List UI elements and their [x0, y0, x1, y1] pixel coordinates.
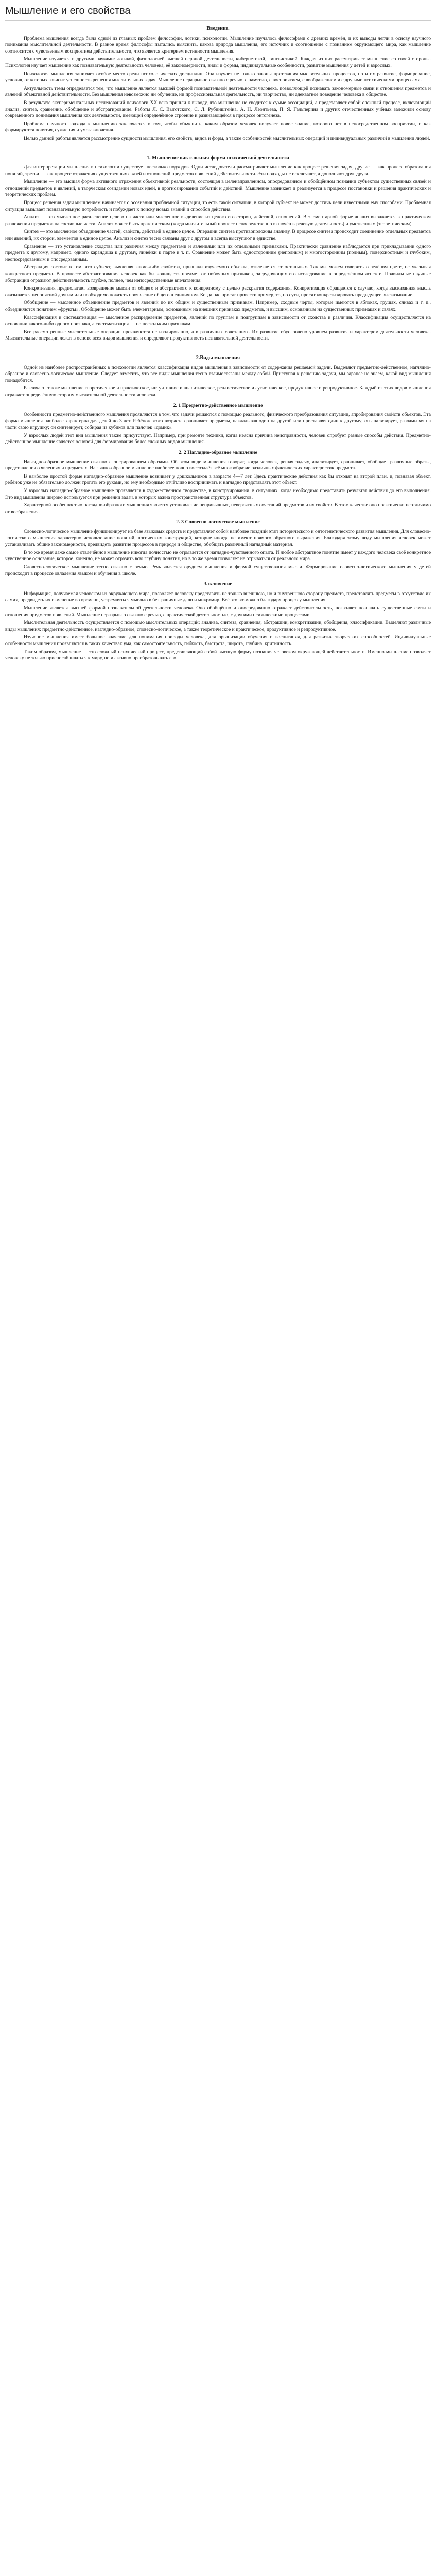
paragraph: Процесс решения задач мышлением начинается с осознания проблемной ситуации, то есть такой ситуации, в которой субъект не может достичь цели известными ему способами. Проблемная ситуация вызывает познавательную потребность и побуждает к поиску новых знаний и способов действия.	[5, 200, 431, 212]
intro-heading: Введение.	[206, 26, 230, 31]
paragraph: Целью данной работы является рассмотрение сущности мышления, его свойств, видов и форм, а также особенностей мыслительных операций и индивидуальных различий в мышлении людей.	[24, 135, 430, 141]
paragraph: Актуальность темы определяется тем, что мышление является высшей формой познавательной деятельности человека, позволяющей познавать закономерные связи и отношения предметов и явлений объективной действительности. Без мышления невозможно ни обучение, ни профессиональная деятельность, ни творчество, ни адекватное поведение человека в обществе.	[5, 85, 431, 98]
paragraph: У взрослых людей этот вид мышления также присутствует. Например, при ремонте техники, когда неясна причина неисправности, человек опробует разные способы действия. Предметно-действенное мышление является основой для формирования более сложных видов мышления.	[5, 432, 431, 445]
subsection-2-2-paragraphs	[5, 459, 431, 516]
section-1-heading: 1. Мышление как сложная форма психической деятельности	[147, 155, 289, 161]
paragraph: Таким образом, мышление — это сложный психический процесс, представляющий собой высшую форму познания человеком окружающей действительности. Именно мышление позволяет человеку не только приспосабливаться к миру, но и активно преобразовывать его.	[5, 649, 431, 662]
paragraph: Обобщение — мысленное объединение предметов и явлений по их общим и существенным признакам. Например, сходные черты, которые имеются в яблоках, грушах, сливах и т. п., объединяются понятием «фрукты». Обобщение может быть элементарным, основанным на внешних признаках предметов, и высшим, основанным на существенных признаках и связях.	[5, 300, 431, 312]
paragraph: Информация, получаемая человеком из окружающего мира, позволяет человеку представить не только внешнюю, но и внутреннюю сторону предмета, представлять предметы в отсутствие их самих, предвидеть их изменение во времени, устремляться мыслью в безграничные дали и микромир. Всё это возможно благодаря процессу мышления.	[5, 590, 431, 603]
paragraph: Абстракция состоит в том, что субъект, вычленяя какие-либо свойства, признаки изучаемого объекта, отвлекается от остальных. Так мы можем говорить о зелёном цвете, не указывая конкретного предмета. В процессе абстрагирования человек как бы «очищает» предмет от побочных признаков, затрудняющих его исследование в определённом аспекте. Правильные научные абстракции отражают действительность глубже, полнее, чем непосредственные впечатления.	[5, 264, 431, 283]
paragraph: Анализ — это мысленное расчленение целого на части или мысленное выделение из целого его сторон, действий, отношений. В элементарной форме анализ выражается в практическом разложении предметов на составные части. Анализ может быть практическим (когда мыслительный процесс непосредственно включён в речевую деятельность) и умственным (теоретическим).	[5, 214, 431, 227]
paragraph: Одной из наиболее распространённых в психологии является классификация видов мышления в зависимости от содержания решаемой задачи. Выделяют предметно-действенное, наглядно-образное и словесно-логическое мышление. Следует отметить, что все виды мышления тесно взаимосвязаны между собой. Приступая к решению задачи, мы заранее не знаем, какой вид мышления понадобится.	[5, 364, 431, 383]
subsection-2-1-heading: 2. 1 Предметно-действенное мышление	[173, 402, 263, 409]
paragraph: Наглядно-образное мышление связано с оперированием образами. Об этом виде мышления говорят, когда человек, решая задачу, анализирует, сравнивает, обобщает различные образы, представления о явлениях и предметах. Наглядно-образное мышление наиболее полно воссоздаёт всё многообразие различных фактических характеристик предмета.	[5, 459, 431, 471]
paragraph: Все рассмотренные мыслительные операции проявляются не изолированно, а в различных сочетаниях. Их развитие обусловлено уровнем развития и характером деятельности человека. Мыслительные операции лежат в основе всех видов мышления и определяют продуктивность познавательной деятельности.	[5, 329, 431, 342]
subsection-2-1-paragraphs	[5, 412, 431, 446]
subsection-2-3-paragraphs	[5, 529, 431, 577]
paragraph: Словесно-логическое мышление тесно связано с речью. Речь является орудием мышления и формой существования мысли. Формирование словесно-логического мышления у детей происходит в процессе овладения языком и обучения в школе.	[5, 564, 431, 577]
paragraph: Словесно-логическое мышление функционирует на базе языковых средств и представляет собой наиболее поздний этап исторического и онтогенетического развития мышления. Для словесно-логического мышления характерно использование понятий, логических конструкций, которые иногда не имеют прямого образного выражения. Благодаря этому виду мышления человек может устанавливать общие закономерности, предвидеть развитие процессов в природе и обществе, обобщать различный наглядный материал.	[5, 529, 431, 548]
paragraph: Мыслительная деятельность осуществляется с помощью мыслительных операций: анализа, синтеза, сравнения, абстракции, конкретизации, обобщения, классификации. Выделяют различные виды мышления: предметно-действенное, наглядно-образное, словесно-логическое, а также теоретическое и практическое, продуктивное и репродуктивное.	[5, 620, 431, 632]
section-1-paragraphs	[5, 164, 431, 342]
paragraph: Классификация и систематизация — мысленное распределение предметов, явлений по группам и подгруппам в зависимости от сходства и различия. Классификация осуществляется на основании какого-либо одного признака, а систематизация — по нескольким признакам.	[5, 314, 431, 327]
paragraph: Проблема научного подхода к мышлению заключается в том, чтобы объяснить, каким образом человек получает новое знание, которого нет в непосредственном восприятии, и как формируются понятия, суждения и умозаключения.	[5, 121, 431, 133]
paragraph: У взрослых наглядно-образное мышление проявляется в художественном творчестве, в конструировании, в ситуациях, когда необходимо представить результат действия до его выполнения. Это вид мышления широко используется при решении задач, в которых важна пространственная структура объектов.	[5, 488, 431, 500]
conclusion-paragraphs	[5, 591, 431, 662]
paragraph: Проблема мышления всегда была одной из главных проблем философии, логики, психологии. Мышление изучалось философами с древних времён, и их выводы легли в основу научного понимания мыслительной деятельности. В разное время философы пытались выяснить, какова природа мышления, его источник и соотношение с познанием окружающего мира, как мышление соотносится с чувственным восприятием действительности, что является критерием истинности мышления.	[5, 35, 431, 54]
paragraph: Для интерпретации мышления в психологии существует несколько подходов. Одни исследователи рассматривают мышление как процесс решения задач, другие — как процесс образования понятий, третьи — как процесс отражения существенных связей и отношений предметов и явлений действительности. Эти подходы не исключают, а дополняют друг друга.	[5, 164, 431, 177]
paragraph: Характерной особенностью наглядно-образного мышления является установление непривычных, невероятных сочетаний предметов и их свойств. В этом качестве оно практически неотличимо от воображения.	[5, 502, 431, 515]
paragraph: Психология мышления занимает особое место среди психологических дисциплин. Она изучает не только законы протекания мыслительных процессов, но и их развитие, формирование, условия, от которых зависит успешность решения мыслительных задач. Мышление неразрывно связано с речью, с памятью, с восприятием, с воображением и с другими психическими процессами.	[5, 71, 431, 83]
conclusion-heading: Заключение	[204, 581, 232, 587]
paragraph: Мышление является высшей формой познавательной деятельности человека. Оно обобщённо и опосредованно отражает действительность, позволяет познавать существенные связи и отношения предметов и явлений. Мышление неразрывно связано с речью, с практической деятельностью, с другими психическими процессами.	[5, 605, 431, 618]
paragraph: Особенности предметно-действенного мышления проявляются в том, что задачи решаются с помощью реального, физического преобразования ситуации, апробирования свойств объектов. Эта форма мышления наиболее характерна для детей до 3 лет. Ребёнок этого возраста сравнивает предметы, накладывая один на другой или приставляя один к другому; он анализирует, разламывая на части свою игрушку; он синтезирует, собирая из кубиков или палочек «домик».	[5, 412, 431, 431]
paragraph: В результате экспериментальных исследований психологи XX века пришли к выводу, что мышление не сводится к сумме ассоциаций, а представляет собой сложный процесс, включающий анализ, синтез, сравнение, обобщение и абстрагирование. Работы Л. С. Выготского, С. Л. Рубинштейна, А. Н. Леонтьева, П. Я. Гальперина и других отечественных учёных заложили основу современного понимания мышления как деятельности, имеющей определённое строение и развивающейся в процессе онтогенеза.	[5, 99, 431, 119]
paragraph: Различают также мышление теоретическое и практическое, интуитивное и аналитическое, реалистическое и аутистическое, продуктивное и репродуктивное. Каждый из этих видов мышления отражает определённую сторону мыслительной деятельности человека.	[5, 385, 431, 398]
paragraph: В наиболее простой форме наглядно-образное мышление возникает у дошкольников в возрасте 4—7 лет. Здесь практические действия как бы отходят на второй план, и, познавая объект, ребёнок уже не обязательно должен трогать его руками, но ему необходимо отчётливо воспринимать и наглядно представлять этот объект.	[5, 473, 431, 486]
subsection-2-2-heading: 2. 2 Наглядно-образное мышление	[179, 450, 257, 456]
intro-paragraphs	[5, 36, 431, 142]
subsection-2-3-heading: 2. 3 Словесно-логическое мышление	[176, 519, 260, 526]
paragraph: В то же время даже самое отвлечённое мышление никогда полностью не отрывается от наглядно-чувственного опыта. И любое абстрактное понятие имеет у каждого человека своё конкретное чувственное основание, которое, конечно, не может отразить всю глубину понятия, но в то же время позволяет не отрываться от реального мира.	[5, 549, 431, 562]
section-2-heading: 2.Виды мышления	[196, 354, 240, 361]
paragraph: Изучение мышления имеет большое значение для понимания природы человека, для организации обучения и воспитания, для развития творческих способностей. Индивидуальные особенности мышления проявляются в таких качествах ума, как самостоятельность, гибкость, быстрота, широта, глубина, критичность.	[5, 634, 431, 647]
paragraph: Мышление — это высшая форма активного отражения объективной реальности, состоящая в целенаправленном, опосредованном и обобщённом познании субъектом существенных связей и отношений предметов и явлений, в творческом созидании новых идей, в прогнозировании событий и действий. Мышление возникает и реализуется в процессе постановки и решения практических и теоретических проблем.	[5, 179, 431, 198]
paragraph: Сравнение — это установление сходства или различия между предметами и явлениями или их отдельными признаками. Практически сравнение наблюдается при прикладывании одного предмета к другому, например, одного карандаша к другому, линейки к парте и т. п. Сравнение может быть односторонним (неполным) и многосторонним (полным), поверхностным и глубоким, неопосредованным и опосредованным.	[5, 243, 431, 262]
document-body	[5, 26, 431, 662]
paragraph: Конкретизация предполагает возвращение мысли от общего и абстрактного к конкретному с целью раскрытия содержания. Конкретизация обращается к случаю, когда высказанная мысль оказывается непонятной другим или необходимо показать проявление общего в единичном. Когда нас просят привести пример, то, по сути, просят конкретизировать предыдущее высказывание.	[5, 285, 431, 298]
paragraph: Синтез — это мысленное объединение частей, свойств, действий в единое целое. Операции синтеза противоположны анализу. В процессе синтеза происходит соединение отдельных предметов или явлений, их сторон, элементов в единое целое. Анализ и синтез тесно связаны друг с другом и всегда выступают в единстве.	[5, 229, 431, 242]
paragraph: Мышление изучается и другими науками: логикой, физиологией высшей нервной деятельности, кибернетикой, лингвистикой. Каждая из них рассматривает мышление со своей стороны. Психология изучает мышление как познавательную деятельность человека, её закономерности, виды и формы, индивидуальные особенности, развитие мышления у детей и взрослых.	[5, 56, 431, 69]
section-2-paragraphs	[5, 365, 431, 399]
page-title: Мышление и его свойства	[5, 5, 431, 21]
